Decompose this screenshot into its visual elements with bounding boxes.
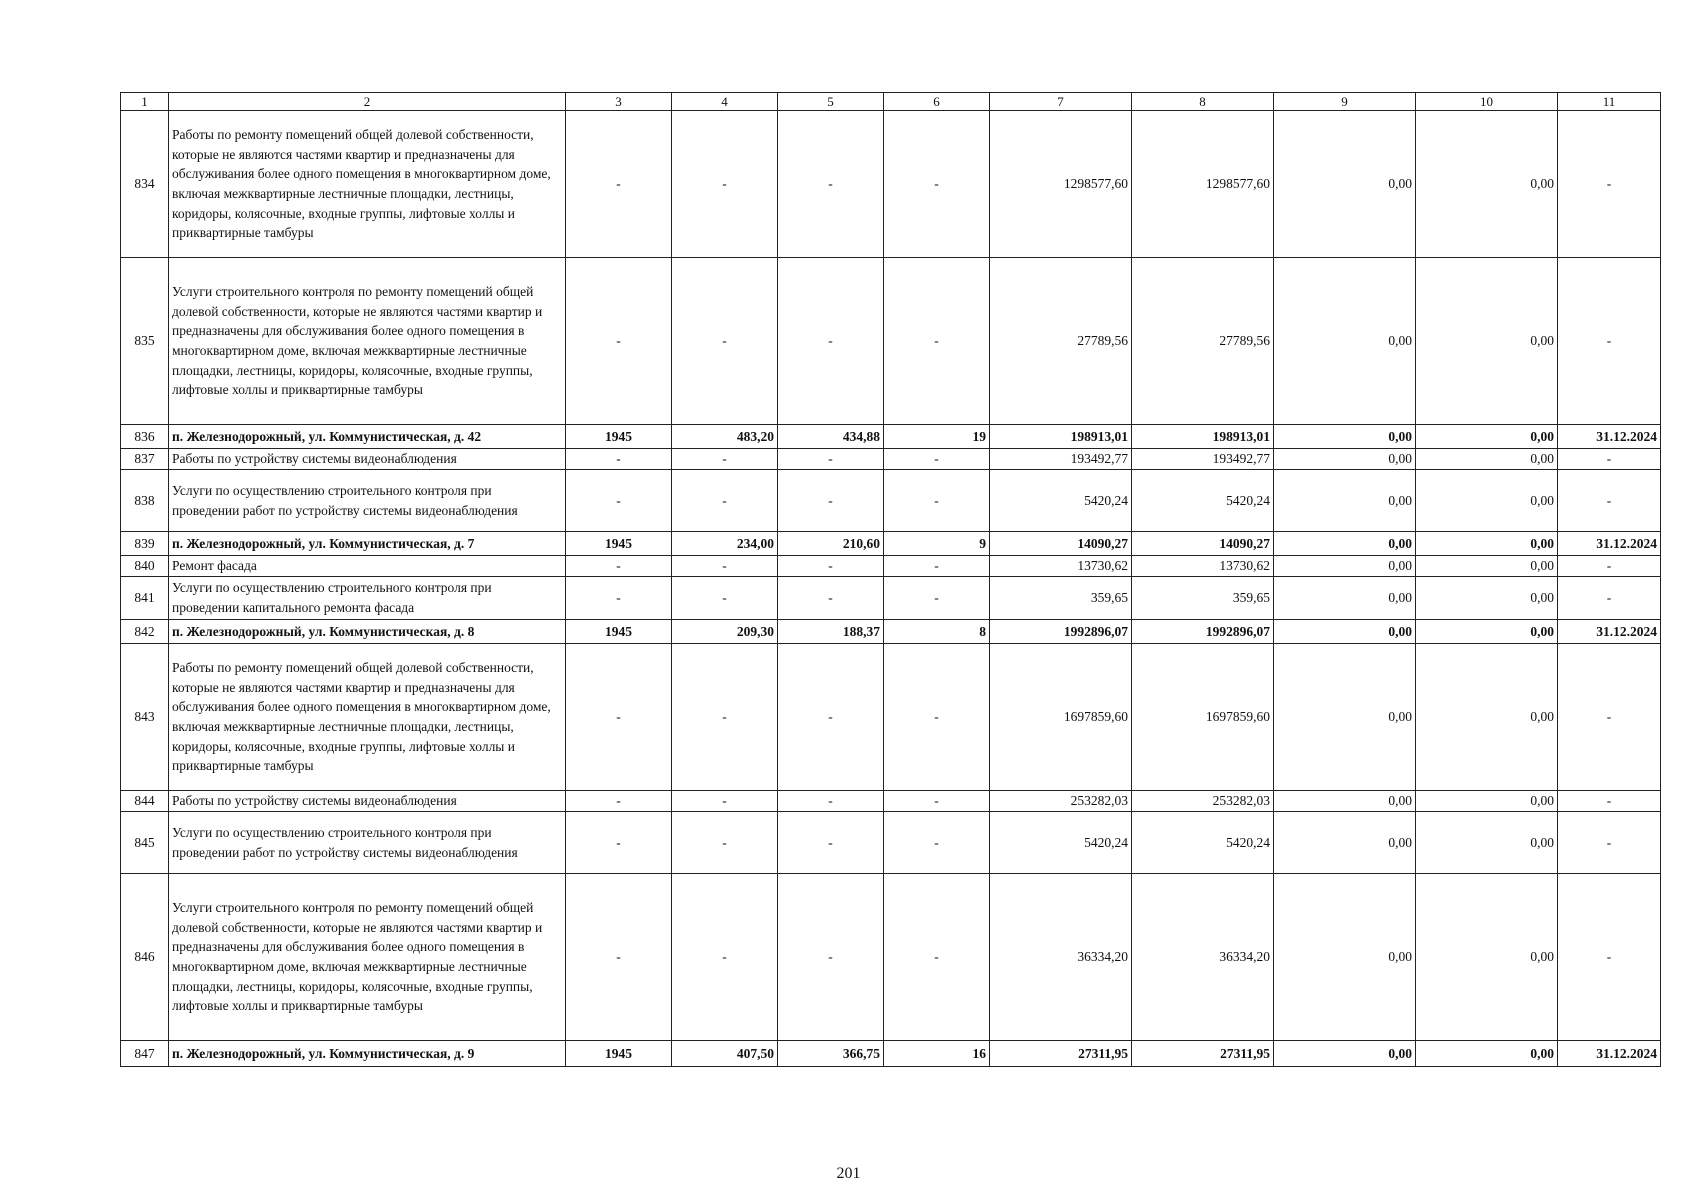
cell-col4: -	[672, 470, 778, 532]
cell-col8: 1992896,07	[1132, 620, 1274, 644]
cell-col6: 9	[884, 532, 990, 556]
cell-col7: 1298577,60	[990, 111, 1132, 258]
cell-col7: 5420,24	[990, 812, 1132, 874]
work-description: Услуги строительного контроля по ремонту помещений общей долевой собственности, которые не являются частями квартир и предназначены для обслуживания более одного помещения в многоквартирном доме, включая межквартирные лестничные площадки, лестницы, коридоры, колясочные, входные группы, лифтовые холлы и приквартирные тамбуры	[169, 258, 566, 425]
completion-date: 31.12.2024	[1558, 425, 1661, 449]
table-row	[121, 644, 1661, 791]
cell-col10: 0,00	[1416, 644, 1558, 791]
table-row	[121, 532, 1661, 556]
column-header: 7	[990, 93, 1132, 111]
work-description: Работы по устройству системы видеонаблюдения	[169, 791, 566, 812]
work-description: Услуги по осуществлению строительного контроля при проведении работ по устройству системы видеонаблюдения	[169, 812, 566, 874]
cell-col5: -	[778, 812, 884, 874]
cell-col6: -	[884, 791, 990, 812]
house-address: п. Железнодорожный, ул. Коммунистическая, д. 9	[169, 1041, 566, 1067]
cell-col5: 434,88	[778, 425, 884, 449]
cell-col7: 359,65	[990, 577, 1132, 620]
cell-col9: 0,00	[1274, 874, 1416, 1041]
row-number: 837	[121, 449, 169, 470]
cell-col8: 253282,03	[1132, 791, 1274, 812]
column-header: 6	[884, 93, 990, 111]
cell-col8: 1697859,60	[1132, 644, 1274, 791]
work-description: Услуги по осуществлению строительного контроля при проведении капитального ремонта фасада	[169, 577, 566, 620]
work-description: Услуги строительного контроля по ремонту помещений общей долевой собственности, которые не являются частями квартир и предназначены для обслуживания более одного помещения в многоквартирном доме, включая межквартирные лестничные площадки, лестницы, коридоры, колясочные, входные группы, лифтовые холлы и приквартирные тамбуры	[169, 874, 566, 1041]
cell-col8: 359,65	[1132, 577, 1274, 620]
cell-col10: 0,00	[1416, 791, 1558, 812]
cell-col4: -	[672, 449, 778, 470]
cell-col7: 193492,77	[990, 449, 1132, 470]
cell-col6: -	[884, 577, 990, 620]
cell-col9: 0,00	[1274, 449, 1416, 470]
cell-col3: 1945	[566, 1041, 672, 1067]
cell-col11: -	[1558, 644, 1661, 791]
table-row	[121, 620, 1661, 644]
cell-col6: -	[884, 470, 990, 532]
cell-col6: -	[884, 556, 990, 577]
cell-col4: -	[672, 791, 778, 812]
cell-col5: -	[778, 791, 884, 812]
cell-col3: 1945	[566, 532, 672, 556]
cell-col4: -	[672, 812, 778, 874]
row-number: 835	[121, 258, 169, 425]
cell-col6: -	[884, 258, 990, 425]
row-number: 841	[121, 577, 169, 620]
column-header: 1	[121, 93, 169, 111]
cell-col3: -	[566, 449, 672, 470]
cell-col3: -	[566, 258, 672, 425]
house-address: п. Железнодорожный, ул. Коммунистическая, д. 42	[169, 425, 566, 449]
cell-col4: 407,50	[672, 1041, 778, 1067]
cell-col8: 36334,20	[1132, 874, 1274, 1041]
row-number: 842	[121, 620, 169, 644]
cell-col11: -	[1558, 812, 1661, 874]
cell-col11: -	[1558, 556, 1661, 577]
cell-col5: 188,37	[778, 620, 884, 644]
cell-col9: 0,00	[1274, 1041, 1416, 1067]
cell-col9: 0,00	[1274, 644, 1416, 791]
row-number: 843	[121, 644, 169, 791]
table-row	[121, 812, 1661, 874]
row-number: 834	[121, 111, 169, 258]
column-header: 2	[169, 93, 566, 111]
cell-col9: 0,00	[1274, 556, 1416, 577]
row-number: 839	[121, 532, 169, 556]
completion-date: 31.12.2024	[1558, 532, 1661, 556]
column-header: 9	[1274, 93, 1416, 111]
cell-col7: 14090,27	[990, 532, 1132, 556]
table-row	[121, 556, 1661, 577]
cell-col9: 0,00	[1274, 258, 1416, 425]
cell-col10: 0,00	[1416, 111, 1558, 258]
column-number-header-row	[121, 93, 1661, 111]
cell-col3: -	[566, 111, 672, 258]
cell-col10: 0,00	[1416, 620, 1558, 644]
cell-col5: -	[778, 556, 884, 577]
cell-col10: 0,00	[1416, 532, 1558, 556]
cell-col3: -	[566, 812, 672, 874]
table-row	[121, 874, 1661, 1041]
cell-col4: -	[672, 644, 778, 791]
cell-col6: -	[884, 874, 990, 1041]
row-number: 840	[121, 556, 169, 577]
cell-col10: 0,00	[1416, 812, 1558, 874]
cell-col10: 0,00	[1416, 874, 1558, 1041]
cell-col11: -	[1558, 258, 1661, 425]
cell-col6: 19	[884, 425, 990, 449]
cell-col4: 234,00	[672, 532, 778, 556]
cell-col3: -	[566, 791, 672, 812]
cell-col4: 209,30	[672, 620, 778, 644]
table-row	[121, 425, 1661, 449]
cell-col9: 0,00	[1274, 425, 1416, 449]
cell-col5: -	[778, 258, 884, 425]
cell-col6: -	[884, 449, 990, 470]
cell-col8: 14090,27	[1132, 532, 1274, 556]
cell-col10: 0,00	[1416, 1041, 1558, 1067]
cell-col7: 253282,03	[990, 791, 1132, 812]
cell-col4: -	[672, 258, 778, 425]
cell-col8: 198913,01	[1132, 425, 1274, 449]
cell-col8: 1298577,60	[1132, 111, 1274, 258]
cell-col9: 0,00	[1274, 532, 1416, 556]
cell-col5: -	[778, 111, 884, 258]
cell-col11: -	[1558, 470, 1661, 532]
cell-col3: -	[566, 644, 672, 791]
table-row	[121, 449, 1661, 470]
cell-col10: 0,00	[1416, 470, 1558, 532]
cell-col8: 193492,77	[1132, 449, 1274, 470]
cell-col7: 1992896,07	[990, 620, 1132, 644]
cell-col10: 0,00	[1416, 425, 1558, 449]
column-header: 4	[672, 93, 778, 111]
cell-col7: 27789,56	[990, 258, 1132, 425]
capital-repair-table	[120, 92, 1661, 1067]
cell-col4: 483,20	[672, 425, 778, 449]
cell-col6: -	[884, 644, 990, 791]
row-number: 846	[121, 874, 169, 1041]
cell-col6: 8	[884, 620, 990, 644]
cell-col9: 0,00	[1274, 812, 1416, 874]
cell-col4: -	[672, 556, 778, 577]
cell-col3: 1945	[566, 620, 672, 644]
cell-col4: -	[672, 874, 778, 1041]
table-row	[121, 1041, 1661, 1067]
cell-col8: 5420,24	[1132, 470, 1274, 532]
house-address: п. Железнодорожный, ул. Коммунистическая, д. 8	[169, 620, 566, 644]
work-description: Работы по ремонту помещений общей долевой собственности, которые не являются частями квартир и предназначены для обслуживания более одного помещения в многоквартирном доме, включая межквартирные лестничные площадки, лестницы, коридоры, колясочные, входные группы, лифтовые холлы и приквартирные тамбуры	[169, 111, 566, 258]
column-header: 11	[1558, 93, 1661, 111]
completion-date: 31.12.2024	[1558, 620, 1661, 644]
cell-col6: -	[884, 812, 990, 874]
cell-col11: -	[1558, 874, 1661, 1041]
cell-col8: 5420,24	[1132, 812, 1274, 874]
row-number: 844	[121, 791, 169, 812]
cell-col9: 0,00	[1274, 111, 1416, 258]
cell-col3: -	[566, 556, 672, 577]
cell-col3: 1945	[566, 425, 672, 449]
work-description: Услуги по осуществлению строительного контроля при проведении работ по устройству системы видеонаблюдения	[169, 470, 566, 532]
cell-col9: 0,00	[1274, 470, 1416, 532]
cell-col5: 366,75	[778, 1041, 884, 1067]
cell-col9: 0,00	[1274, 577, 1416, 620]
cell-col10: 0,00	[1416, 577, 1558, 620]
column-header: 10	[1416, 93, 1558, 111]
work-description: Ремонт фасада	[169, 556, 566, 577]
cell-col11: -	[1558, 449, 1661, 470]
cell-col4: -	[672, 577, 778, 620]
cell-col3: -	[566, 577, 672, 620]
row-number: 845	[121, 812, 169, 874]
table-row	[121, 577, 1661, 620]
cell-col7: 27311,95	[990, 1041, 1132, 1067]
cell-col9: 0,00	[1274, 620, 1416, 644]
cell-col8: 13730,62	[1132, 556, 1274, 577]
cell-col5: -	[778, 644, 884, 791]
cell-col5: -	[778, 470, 884, 532]
table-row	[121, 470, 1661, 532]
cell-col11: -	[1558, 111, 1661, 258]
row-number: 836	[121, 425, 169, 449]
cell-col5: -	[778, 577, 884, 620]
cell-col10: 0,00	[1416, 258, 1558, 425]
cell-col8: 27789,56	[1132, 258, 1274, 425]
page-number: 201	[836, 1165, 861, 1182]
table-row	[121, 258, 1661, 425]
cell-col9: 0,00	[1274, 791, 1416, 812]
cell-col10: 0,00	[1416, 556, 1558, 577]
column-header: 8	[1132, 93, 1274, 111]
house-address: п. Железнодорожный, ул. Коммунистическая, д. 7	[169, 532, 566, 556]
cell-col4: -	[672, 111, 778, 258]
work-description: Работы по ремонту помещений общей долевой собственности, которые не являются частями квартир и предназначены для обслуживания более одного помещения в многоквартирном доме, включая межквартирные лестничные площадки, лестницы, коридоры, колясочные, входные группы, лифтовые холлы и приквартирные тамбуры	[169, 644, 566, 791]
cell-col5: -	[778, 449, 884, 470]
cell-col5: 210,60	[778, 532, 884, 556]
completion-date: 31.12.2024	[1558, 1041, 1661, 1067]
cell-col7: 198913,01	[990, 425, 1132, 449]
cell-col7: 1697859,60	[990, 644, 1132, 791]
cell-col11: -	[1558, 791, 1661, 812]
table-row	[121, 791, 1661, 812]
cell-col6: 16	[884, 1041, 990, 1067]
cell-col7: 36334,20	[990, 874, 1132, 1041]
cell-col11: -	[1558, 577, 1661, 620]
row-number: 847	[121, 1041, 169, 1067]
cell-col3: -	[566, 874, 672, 1041]
cell-col6: -	[884, 111, 990, 258]
cell-col8: 27311,95	[1132, 1041, 1274, 1067]
row-number: 838	[121, 470, 169, 532]
work-description: Работы по устройству системы видеонаблюдения	[169, 449, 566, 470]
column-header: 5	[778, 93, 884, 111]
cell-col5: -	[778, 874, 884, 1041]
cell-col7: 5420,24	[990, 470, 1132, 532]
cell-col10: 0,00	[1416, 449, 1558, 470]
column-header: 3	[566, 93, 672, 111]
cell-col3: -	[566, 470, 672, 532]
cell-col7: 13730,62	[990, 556, 1132, 577]
table-row	[121, 111, 1661, 258]
